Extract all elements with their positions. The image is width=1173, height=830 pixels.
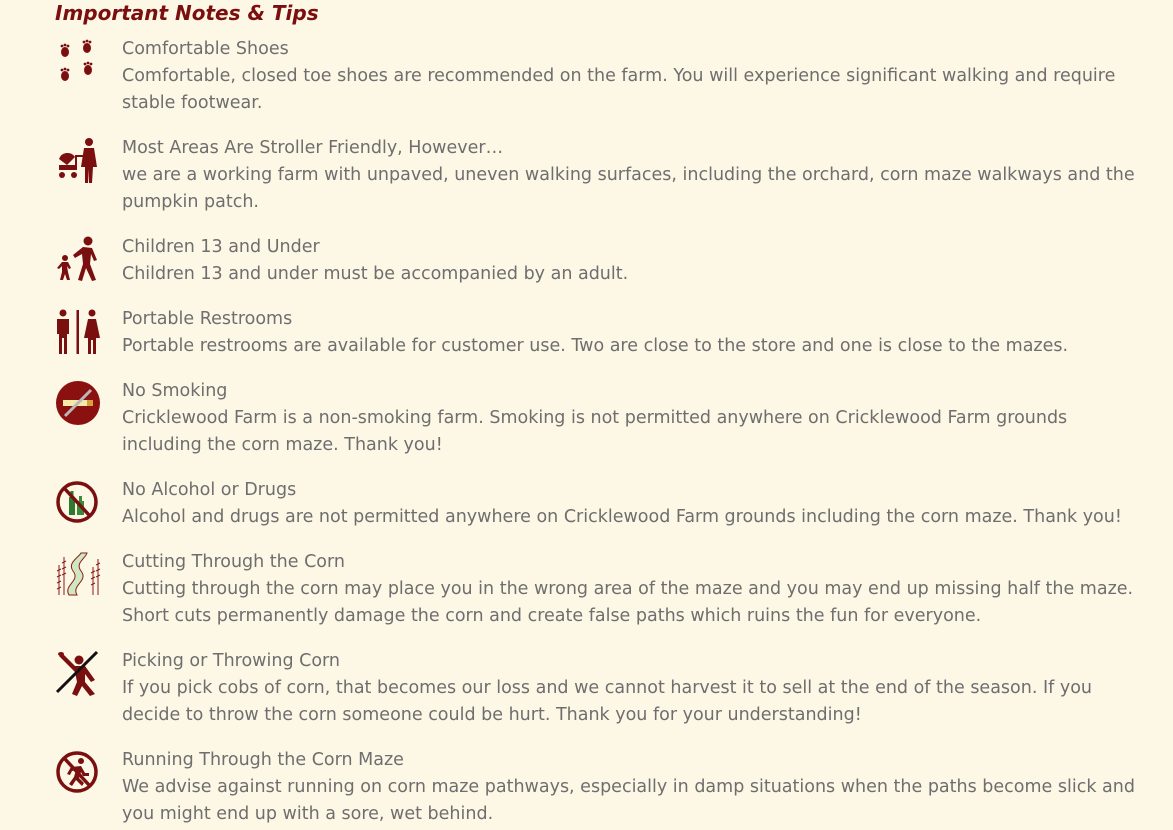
no-throwing-icon — [55, 650, 101, 696]
item-text — [122, 477, 1142, 531]
no-smoking-icon — [55, 380, 101, 426]
item-heading: Cutting Through the Corn — [122, 552, 345, 572]
item-text — [122, 648, 1142, 729]
footprints-icon — [55, 38, 101, 84]
corn-path-icon — [55, 551, 101, 597]
item-description: Cutting through the corn may place you in the wrong area of the maze and you may end up missing half the maze. Short cuts permanently damage the corn and create false paths which ruins the fun for everyone. — [122, 579, 1134, 626]
item-heading: Picking or Throwing Corn — [122, 651, 341, 671]
item-description: Alcohol and drugs are not permitted anywhere on Cricklewood Farm grounds including the corn maze. Thank you! — [122, 507, 1122, 527]
item-heading: Most Areas Are Stroller Friendly, However… — [122, 138, 504, 158]
item-heading: Children 13 and Under — [122, 237, 320, 257]
item-heading: Running Through the Corn Maze — [122, 750, 404, 770]
item-description: We advise against running on corn maze pathways, especially in damp situations when the paths become slick and you might end up with a sore, wet behind. — [122, 777, 1135, 824]
item-description: Cricklewood Farm is a non-smoking farm. Smoking is not permitted anywhere on Cricklewood Farm grounds including the corn maze. Thank you! — [122, 408, 1068, 455]
item-description: Children 13 and under must be accompanied by an adult. — [122, 264, 629, 284]
item-description: Comfortable, closed toe shoes are recommended on the farm. You will experience significant walking and require stable footwear. — [122, 66, 1116, 113]
item-text — [122, 378, 1142, 459]
item-text — [122, 747, 1142, 828]
item-heading: Comfortable Shoes — [122, 39, 289, 59]
no-running-icon — [55, 749, 101, 795]
item-heading: Portable Restrooms — [122, 309, 293, 329]
item-text — [122, 36, 1142, 117]
no-alcohol-icon — [55, 479, 101, 525]
item-text — [122, 306, 1142, 360]
item-description: If you pick cobs of corn, that becomes our loss and we cannot harvest it to sell at the end of the season. If you decide to throw the corn someone could be hurt. Thank you for your understanding! — [122, 678, 1093, 725]
item-description: Portable restrooms are available for customer use. Two are close to the store and one is close to the mazes. — [122, 336, 1069, 356]
item-heading: No Smoking — [122, 381, 228, 401]
restroom-icon — [55, 308, 101, 354]
page-title: Important Notes & Tips — [55, 1, 319, 25]
stroller-icon — [55, 137, 101, 183]
item-description: we are a working farm with unpaved, uneven walking surfaces, including the orchard, corn maze walkways and the pumpkin patch. — [122, 165, 1135, 212]
item-text — [122, 135, 1142, 216]
item-text — [122, 549, 1142, 630]
item-text — [122, 234, 1142, 288]
adult-child-icon — [55, 236, 101, 282]
item-heading: No Alcohol or Drugs — [122, 480, 297, 500]
